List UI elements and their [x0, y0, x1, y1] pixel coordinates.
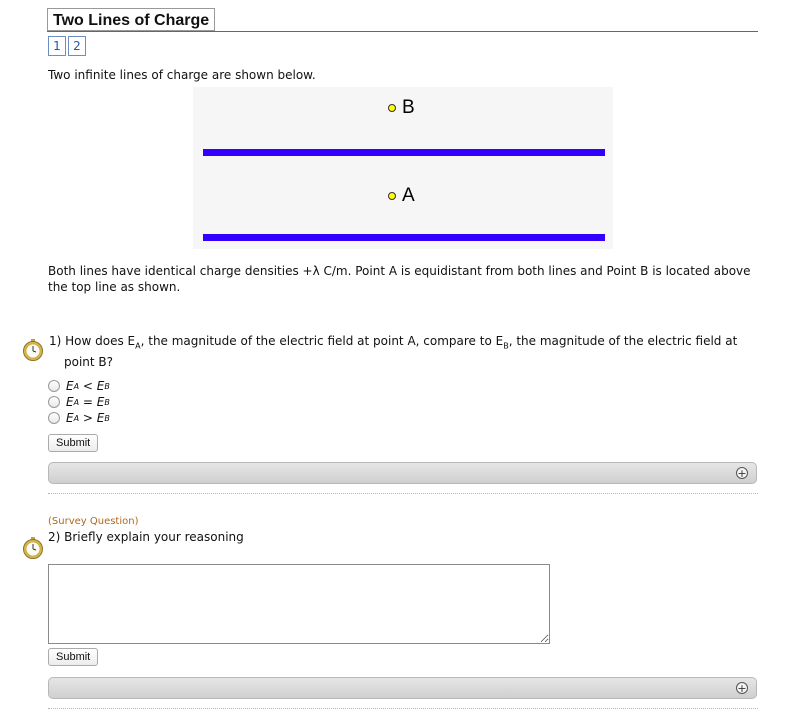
point-b-label: B [402, 97, 415, 118]
option-ea-less-eb[interactable] [48, 378, 110, 394]
option-e: E [66, 379, 74, 393]
question-divider [48, 493, 758, 494]
option-operator: = [79, 395, 97, 409]
option-sub2: B [104, 381, 110, 391]
option-sub: A [73, 381, 80, 391]
option-sub: A [73, 397, 80, 407]
bottom-divider [48, 708, 758, 709]
page-title: Two Lines of Charge [47, 8, 215, 31]
question-1-text [49, 333, 749, 370]
title-divider [47, 31, 758, 32]
q1-text-d: point B? [64, 355, 114, 370]
question-2-text: 2) Briefly explain your reasoning [48, 530, 244, 544]
option-e: E [66, 411, 74, 425]
description-text: Both lines have identical charge densities +λ C/m. Point A is equidistant from both lines and Point B is located above the top line as shown. [48, 264, 751, 294]
reasoning-textarea[interactable] [48, 564, 550, 644]
q1-text-a: 1) How does E [49, 334, 136, 348]
question-2-feedback-bar[interactable] [48, 677, 757, 699]
expand-plus-icon[interactable]: + [737, 682, 747, 695]
option-operator: > [79, 411, 97, 425]
bottom-line-of-charge [203, 234, 605, 241]
point-a-label: A [402, 185, 415, 206]
radio-button[interactable] [48, 380, 60, 392]
radio-button[interactable] [48, 412, 60, 424]
option-e2: E [96, 379, 105, 393]
point-b-dot [388, 104, 396, 112]
question-2-submit-button[interactable]: Submit [48, 648, 98, 666]
q1-sub-b: B [503, 341, 509, 351]
top-line-of-charge [203, 149, 605, 156]
option-ea-greater-eb[interactable] [48, 410, 110, 426]
radio-button[interactable] [48, 396, 60, 408]
stopwatch-icon [22, 537, 44, 559]
option-e: E [66, 395, 74, 409]
q1-text-c: , the magnitude of the electric field at [508, 334, 738, 348]
option-e2: E [96, 411, 105, 425]
option-e2: E [96, 395, 105, 409]
survey-question-tag: (Survey Question) [48, 516, 139, 527]
question-1-feedback-bar[interactable] [48, 462, 757, 484]
option-ea-equal-eb[interactable] [48, 394, 110, 410]
q1-sub-a: A [135, 341, 141, 351]
option-sub2: B [104, 413, 110, 423]
charge-lines-figure [193, 87, 613, 249]
question-1-submit-button[interactable]: Submit [48, 434, 98, 452]
expand-plus-icon[interactable]: + [737, 467, 747, 480]
question-1-options [48, 378, 110, 426]
intro-text: Two infinite lines of charge are shown below. [48, 68, 316, 82]
option-operator: < [79, 379, 97, 393]
page-1-button[interactable]: 1 [48, 36, 66, 56]
page-navigation [48, 36, 88, 56]
stopwatch-icon [22, 339, 44, 361]
page-2-button[interactable]: 2 [68, 36, 86, 56]
q1-text-b: , the magnitude of the electric field at point A, compare to E [140, 334, 504, 348]
point-a-dot [388, 192, 396, 200]
option-sub: A [73, 413, 80, 423]
option-sub2: B [104, 397, 110, 407]
